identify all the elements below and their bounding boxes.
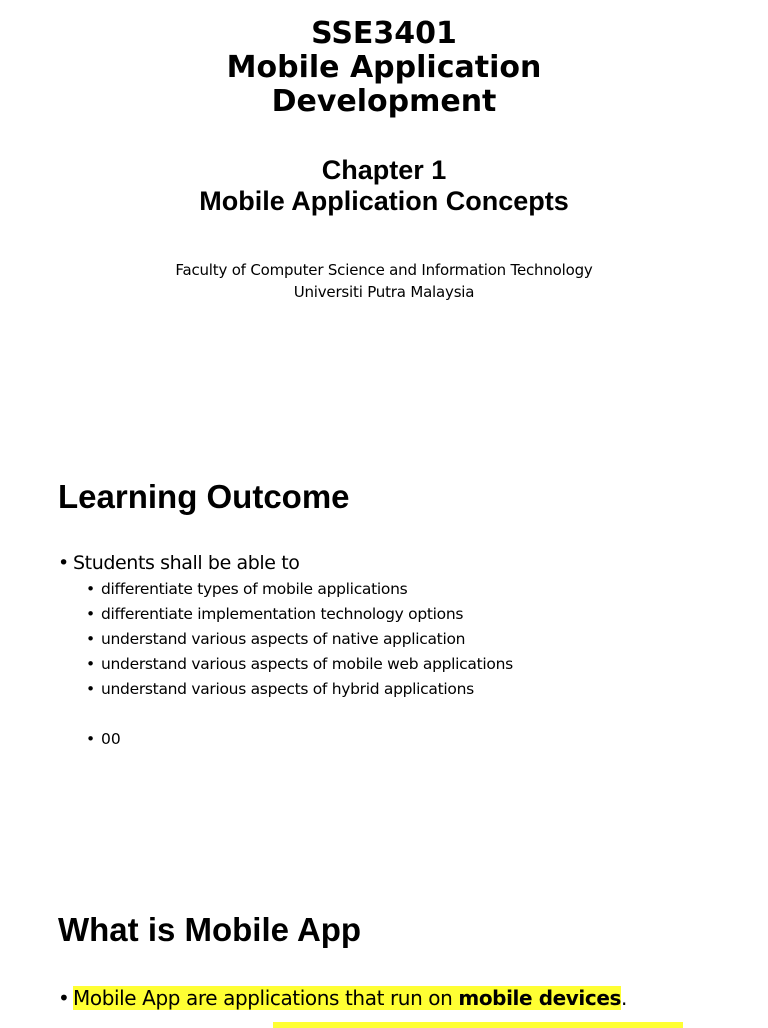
course-title-line2: Development <box>271 84 497 119</box>
learning-outcome-list <box>86 577 513 702</box>
chapter-title: Mobile Application Concepts <box>199 186 569 216</box>
truncated-next-line <box>58 1018 688 1028</box>
definition-suffix: . <box>621 986 627 1010</box>
course-title-line1: Mobile Application <box>226 50 542 85</box>
highlight-fragment <box>273 1022 683 1028</box>
university-name: Universiti Putra Malaysia <box>293 283 475 301</box>
bullet-icon: • <box>86 605 95 623</box>
list-item <box>86 677 513 702</box>
list-item <box>86 627 513 652</box>
list-item <box>86 577 513 602</box>
bullet-icon: • <box>86 580 95 598</box>
list-item <box>86 602 513 627</box>
mobile-app-definition <box>58 985 627 1011</box>
bullet-icon: • <box>86 655 95 673</box>
definition-bold: mobile devices <box>458 986 622 1010</box>
list-item-text: understand various aspects of hybrid applications <box>101 680 474 698</box>
extra-item-text: 00 <box>101 730 121 748</box>
list-item-text: understand various aspects of native application <box>101 630 466 648</box>
learning-outcome-heading: Learning Outcome <box>58 478 350 515</box>
list-item-text: understand various aspects of mobile web applications <box>101 655 513 673</box>
learning-outcome-intro <box>58 551 300 575</box>
list-item <box>86 652 513 677</box>
list-item-text: differentiate implementation technology options <box>101 605 464 623</box>
bullet-icon: • <box>86 730 96 748</box>
list-item-extra <box>86 727 121 752</box>
intro-text: Students shall be able to <box>73 552 300 574</box>
course-title <box>0 51 768 119</box>
bullet-icon: • <box>58 552 69 574</box>
list-item-text: differentiate types of mobile applications <box>101 580 408 598</box>
faculty-name: Faculty of Computer Science and Information Technology <box>175 261 593 279</box>
chapter-number: Chapter 1 <box>321 155 447 185</box>
what-is-mobile-app-heading: What is Mobile App <box>58 911 362 948</box>
highlighted-definition <box>73 986 621 1010</box>
bullet-icon: • <box>58 986 70 1010</box>
definition-prefix: Mobile App are applications that run on <box>73 986 459 1010</box>
bullet-icon: • <box>86 680 95 698</box>
bullet-icon: • <box>86 630 95 648</box>
course-code: SSE3401 <box>311 16 457 51</box>
